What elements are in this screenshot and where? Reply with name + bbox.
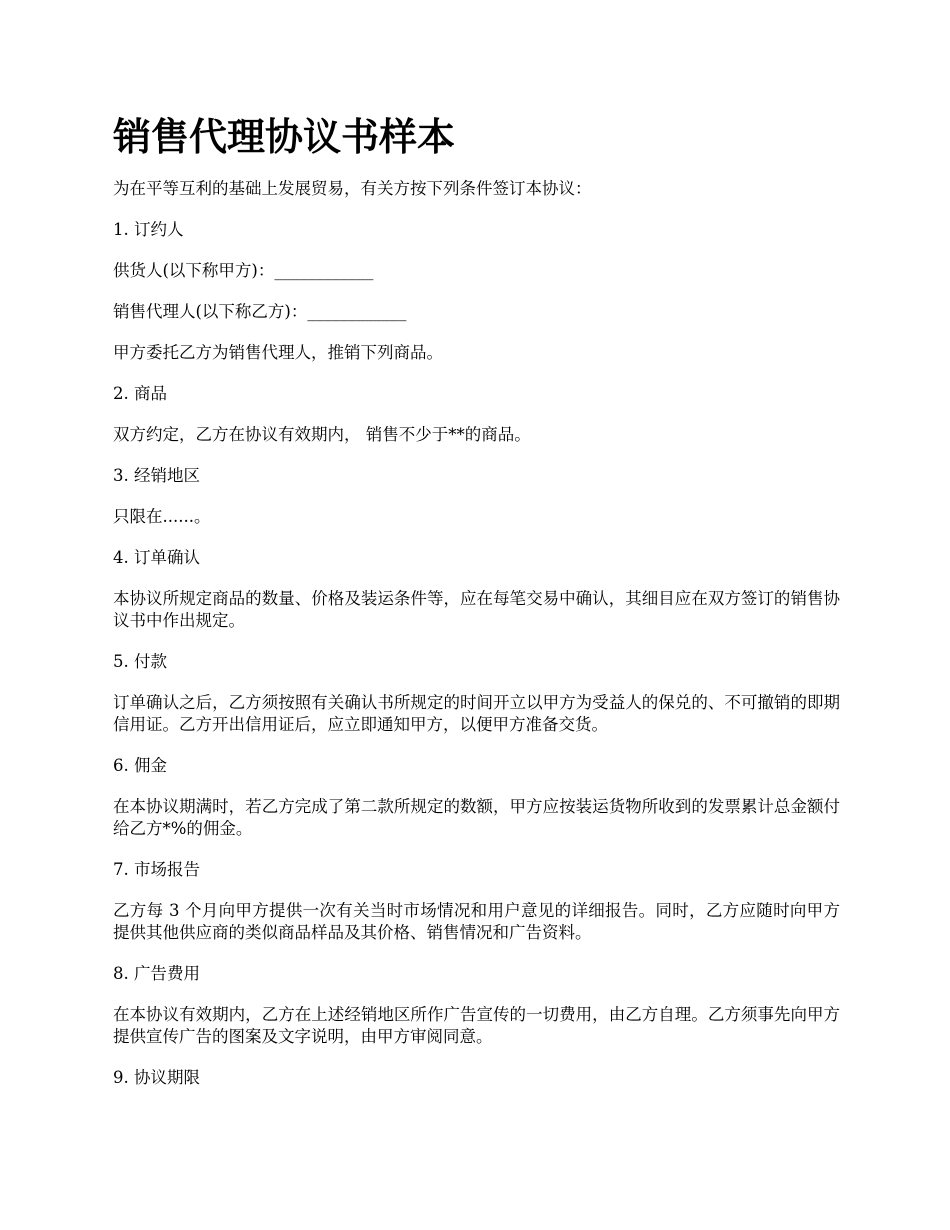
section-heading-parties: 1. 订约人 — [113, 220, 184, 239]
section-heading-territory: 3. 经销地区 — [113, 466, 200, 485]
payment-paragraph: 订单确认之后，乙方须按照有关确认书所规定的时间开立以甲方为受益人的保兑的、不可撤销的即期信用证。乙方开出信用证后，应立即通知甲方，以便甲方准备交货。 — [113, 693, 840, 734]
advertising-paragraph: 在本协议有效期内，乙方在上述经销地区所作广告宣传的一切费用，由乙方自理。乙方须事先向甲方提供宣传广告的图案及文字说明，由甲方审阅同意。 — [113, 1005, 840, 1046]
territory-paragraph: 只限在......。 — [113, 507, 211, 526]
section-heading-commission: 6. 佣金 — [113, 756, 167, 775]
market-report-paragraph: 乙方每 3 个月向甲方提供一次有关当时市场情况和用户意见的详细报告。同时，乙方应随时向甲方提供其他供应商的类似商品样品及其价格、销售情况和广告资料。 — [113, 901, 840, 942]
section-heading-goods: 2. 商品 — [113, 384, 167, 403]
section-heading-advertising: 8. 广告费用 — [113, 964, 200, 983]
goods-paragraph: 双方约定，乙方在协议有效期内， 销售不少于**的商品。 — [113, 425, 531, 444]
agent-line: 销售代理人(以下称乙方)：____________ — [113, 302, 407, 321]
entrust-paragraph: 甲方委托乙方为销售代理人，推销下列商品。 — [113, 343, 443, 362]
order-confirmation-paragraph: 本协议所规定商品的数量、价格及装运条件等，应在每笔交易中确认，其细目应在双方签订的销售协议书中作出规定。 — [113, 589, 840, 630]
section-heading-term: 9. 协议期限 — [113, 1068, 200, 1087]
commission-paragraph: 在本协议期满时，若乙方完成了第二款所规定的数额，甲方应按装运货物所收到的发票累计总金额付给乙方*%的佣金。 — [113, 797, 840, 838]
document-page — [113, 110, 840, 1108]
intro-paragraph: 为在平等互利的基础上发展贸易，有关方按下列条件签订本协议： — [113, 179, 592, 198]
section-heading-market-report: 7. 市场报告 — [113, 860, 200, 879]
supplier-line: 供货人(以下称甲方)：____________ — [113, 261, 374, 280]
document-title: 销售代理协议书样本 — [113, 114, 456, 159]
section-heading-order-confirmation: 4. 订单确认 — [113, 548, 200, 567]
section-heading-payment: 5. 付款 — [113, 652, 167, 671]
